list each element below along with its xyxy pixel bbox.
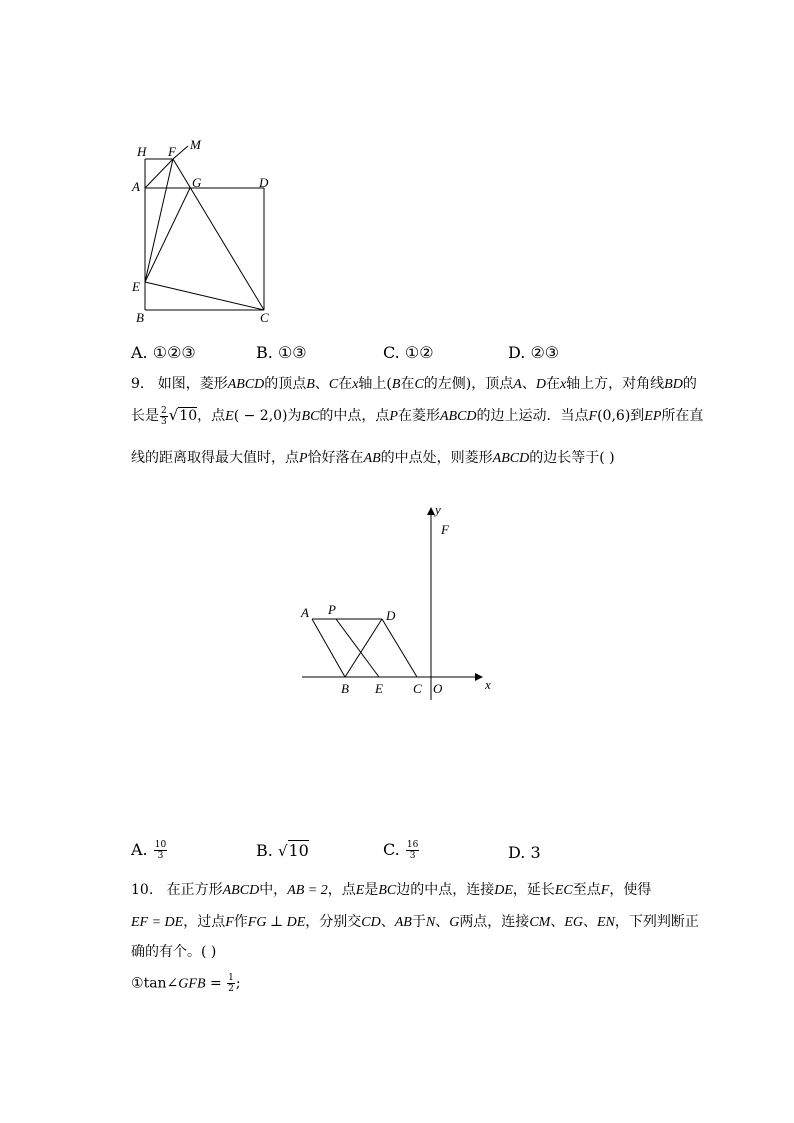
- q8-option-b: B. ①③: [256, 343, 307, 362]
- figure-square-diagram: [128, 136, 288, 326]
- q9-option-b: B. √10: [256, 841, 309, 860]
- segment-AB: [312, 619, 345, 677]
- segment-BD: [345, 619, 382, 677]
- label-A: A: [301, 605, 309, 620]
- label-D: D: [386, 608, 396, 623]
- q9-line-3: 线的距离取得最大值时，点P恰好落在AB的中点处，则菱形ABCD的边长等于( ): [131, 450, 615, 466]
- q10-line-1: 10. 在正方形ABCD中，AB = 2，点E是BC边的中点，连接DE，延长EC至点F，使得: [131, 882, 652, 898]
- segment-FA: [145, 159, 173, 188]
- label-H: H: [137, 144, 147, 159]
- segment-EC: [145, 282, 264, 310]
- q10-item-1: ①tan∠GFB = $\frac{1}{2}$ ;: [131, 973, 241, 994]
- label-G: G: [192, 175, 202, 190]
- label-M: M: [190, 137, 201, 152]
- q8-option-c: C. ①②: [383, 343, 434, 362]
- q9-option-d: D. 3: [508, 843, 541, 862]
- q8-option-a: A. ①②③: [131, 343, 196, 362]
- label-O: O: [433, 681, 443, 696]
- q9-line-2: 长是 $\frac{2}{3}$ √10，点E( − 2,0)为BC的中点，点P在菱形ABCD的边上运动．当点F(0,6)到EP所在直: [131, 405, 704, 427]
- label-C: C: [413, 681, 422, 696]
- q9-line-1: 9. 如图，菱形ABCD的顶点B、C在x轴上(B在C的左侧)，顶点A、D在x轴上方，对角线BD的: [131, 376, 697, 392]
- label-y: y: [435, 502, 441, 517]
- label-F: F: [168, 144, 176, 159]
- figure-rhombus-coordinate: [290, 500, 500, 705]
- label-D: D: [259, 175, 269, 190]
- q9-option-a: A. $\frac{10}{3}$: [131, 840, 167, 861]
- label-E: E: [132, 279, 140, 294]
- label-F: F: [441, 522, 449, 537]
- segment-EF: [145, 159, 173, 282]
- q9-option-c: C. $\frac{16}{3}$: [383, 840, 419, 861]
- segment-EG: [145, 188, 190, 282]
- q10-line-2: EF = DE，过点F作FG ⊥ DE，分别交CD、AB于N、G两点，连接CM、EG、EN，下列判断正: [131, 914, 699, 930]
- segment-PE: [336, 619, 379, 677]
- label-P: P: [328, 602, 336, 617]
- label-x: x: [485, 677, 491, 692]
- fraction-two-thirds: $\frac{2}{3}$: [161, 405, 167, 427]
- label-A: A: [132, 179, 140, 194]
- label-C: C: [260, 310, 269, 325]
- segment-FC: [173, 159, 264, 310]
- label-E: E: [375, 681, 383, 696]
- q8-option-d: D. ②③: [508, 343, 560, 362]
- label-B: B: [341, 681, 349, 696]
- label-B: B: [136, 310, 144, 325]
- segment-DC: [382, 619, 417, 677]
- q10-line-3: 确的有个。( ): [131, 944, 217, 960]
